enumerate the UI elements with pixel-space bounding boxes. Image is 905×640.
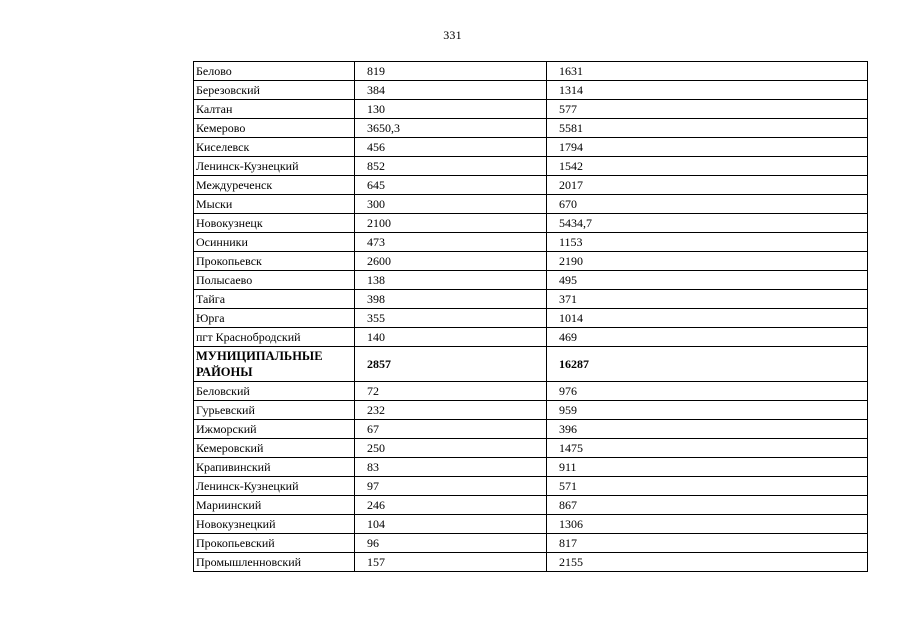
cell-value-2: 5434,7 xyxy=(547,214,868,233)
cell-value-1: 2100 xyxy=(355,214,547,233)
table-row xyxy=(194,100,868,119)
table-row xyxy=(194,382,868,401)
cell-name: Ленинск-Кузнецкий xyxy=(194,157,355,176)
table-row xyxy=(194,252,868,271)
cell-name: Беловский xyxy=(194,382,355,401)
cell-value-2: 1306 xyxy=(547,515,868,534)
cell-name: Ижморский xyxy=(194,420,355,439)
cell-value-2: 1314 xyxy=(547,81,868,100)
table-row xyxy=(194,138,868,157)
cell-name: Осинники xyxy=(194,233,355,252)
table-row xyxy=(194,214,868,233)
cell-value-1: 300 xyxy=(355,195,547,214)
table-row xyxy=(194,553,868,572)
table-row xyxy=(194,439,868,458)
cell-value-2: 396 xyxy=(547,420,868,439)
cell-name: Промышленновский xyxy=(194,553,355,572)
cell-value-2: 817 xyxy=(547,534,868,553)
cell-value-2: 1475 xyxy=(547,439,868,458)
cell-value-1: 246 xyxy=(355,496,547,515)
cell-value-1: 96 xyxy=(355,534,547,553)
cell-name: Крапивинский xyxy=(194,458,355,477)
cell-name: МУНИЦИПАЛЬНЫЕ РАЙОНЫ xyxy=(194,347,355,382)
cell-value-2: 911 xyxy=(547,458,868,477)
cell-value-2: 571 xyxy=(547,477,868,496)
cell-value-1: 140 xyxy=(355,328,547,347)
cell-value-1: 2600 xyxy=(355,252,547,271)
cell-name: Междуреченск xyxy=(194,176,355,195)
table-row xyxy=(194,401,868,420)
cell-name: Березовский xyxy=(194,81,355,100)
cell-value-1: 355 xyxy=(355,309,547,328)
cell-value-2: 1542 xyxy=(547,157,868,176)
cell-value-2: 577 xyxy=(547,100,868,119)
table-row xyxy=(194,290,868,309)
cell-name: Новокузнецк xyxy=(194,214,355,233)
cell-name: Юрга xyxy=(194,309,355,328)
cell-value-1: 130 xyxy=(355,100,547,119)
table-row xyxy=(194,62,868,81)
cell-value-1: 3650,3 xyxy=(355,119,547,138)
cell-value-1: 72 xyxy=(355,382,547,401)
cell-value-1: 384 xyxy=(355,81,547,100)
cell-value-2: 16287 xyxy=(547,347,868,382)
cell-value-2: 5581 xyxy=(547,119,868,138)
cell-name: Кемеровский xyxy=(194,439,355,458)
cell-value-1: 83 xyxy=(355,458,547,477)
cell-name: Калтан xyxy=(194,100,355,119)
cell-value-2: 1794 xyxy=(547,138,868,157)
cell-name: Ленинск-Кузнецкий xyxy=(194,477,355,496)
cell-name: Новокузнецкий xyxy=(194,515,355,534)
cell-value-2: 867 xyxy=(547,496,868,515)
cell-value-1: 232 xyxy=(355,401,547,420)
cell-value-2: 2017 xyxy=(547,176,868,195)
table-row xyxy=(194,157,868,176)
table-row xyxy=(194,176,868,195)
cell-name: Прокопьевск xyxy=(194,252,355,271)
table-row xyxy=(194,458,868,477)
cell-value-2: 1014 xyxy=(547,309,868,328)
cell-value-1: 819 xyxy=(355,62,547,81)
cell-value-1: 104 xyxy=(355,515,547,534)
cell-value-2: 371 xyxy=(547,290,868,309)
cell-value-2: 1153 xyxy=(547,233,868,252)
cell-name: Полысаево xyxy=(194,271,355,290)
cell-value-1: 852 xyxy=(355,157,547,176)
data-table xyxy=(193,61,868,572)
cell-name: Кемерово xyxy=(194,119,355,138)
cell-name: Прокопьевский xyxy=(194,534,355,553)
cell-value-1: 157 xyxy=(355,553,547,572)
section-row xyxy=(194,347,868,382)
table-row xyxy=(194,515,868,534)
cell-value-2: 976 xyxy=(547,382,868,401)
cell-value-1: 250 xyxy=(355,439,547,458)
cell-value-1: 456 xyxy=(355,138,547,157)
cell-name: пгт Краснобродский xyxy=(194,328,355,347)
cell-name: Киселевск xyxy=(194,138,355,157)
cell-value-2: 469 xyxy=(547,328,868,347)
cell-value-2: 2155 xyxy=(547,553,868,572)
cell-value-2: 670 xyxy=(547,195,868,214)
cell-value-2: 959 xyxy=(547,401,868,420)
cell-value-2: 1631 xyxy=(547,62,868,81)
table-row xyxy=(194,81,868,100)
cell-value-1: 398 xyxy=(355,290,547,309)
table-row xyxy=(194,477,868,496)
page-number: 331 xyxy=(443,28,462,42)
table-row xyxy=(194,496,868,515)
cell-name: Белово xyxy=(194,62,355,81)
table-row xyxy=(194,195,868,214)
table-row xyxy=(194,420,868,439)
cell-name: Мыски xyxy=(194,195,355,214)
cell-value-2: 495 xyxy=(547,271,868,290)
table-row xyxy=(194,271,868,290)
cell-value-1: 97 xyxy=(355,477,547,496)
cell-value-1: 645 xyxy=(355,176,547,195)
table-row xyxy=(194,119,868,138)
cell-value-1: 2857 xyxy=(355,347,547,382)
table-row xyxy=(194,233,868,252)
cell-value-1: 138 xyxy=(355,271,547,290)
cell-value-1: 473 xyxy=(355,233,547,252)
cell-name: Тайга xyxy=(194,290,355,309)
cell-name: Мариинский xyxy=(194,496,355,515)
cell-value-1: 67 xyxy=(355,420,547,439)
cell-name: Гурьевский xyxy=(194,401,355,420)
table-row xyxy=(194,534,868,553)
table-row xyxy=(194,328,868,347)
table-body xyxy=(194,62,868,572)
cell-value-2: 2190 xyxy=(547,252,868,271)
table-row xyxy=(194,309,868,328)
